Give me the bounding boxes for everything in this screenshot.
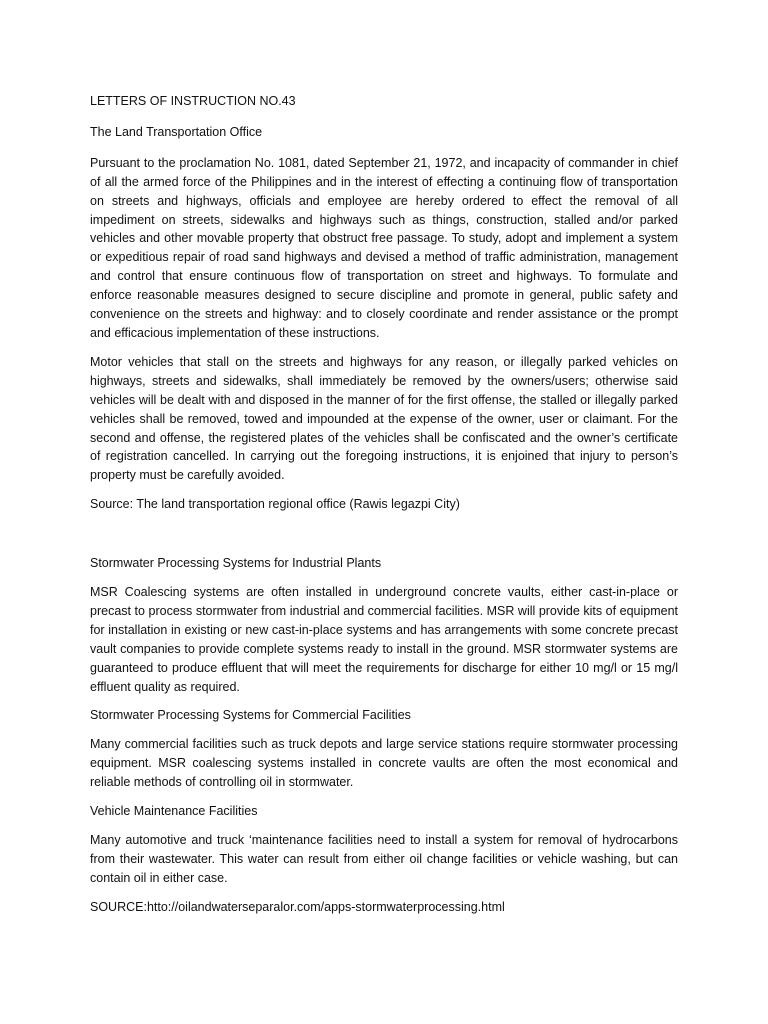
document-subtitle: The Land Transportation Office (90, 124, 263, 139)
paragraph-commercial: Many commercial facilities such as truck depots and large service stations require stormwater processing equipment. MSR coalescing systems installed in concrete vaults are often the most economical and reliable methods of controlling oil in stormwater. (90, 737, 678, 790)
source-line-lto: Source: The land transportation regional office (Rawis legazpi City) (90, 497, 460, 512)
section-gap (90, 524, 678, 554)
document-title: LETTERS OF INSTRUCTION NO.43 (90, 94, 296, 108)
paragraph-vehicle-maintenance: Many automotive and truck ‘maintenance facilities need to install a system for removal of hydrocarbons from their wastewater. This water can result from either oil change facilities or vehicle washing, but can contain oil in either case. (90, 833, 678, 885)
paragraph-motor-vehicles: Motor vehicles that stall on the streets and highways for any reason, or illegally parked vehicles on highways, streets and sidewalks, shall immediately be removed by the owners/users; otherwise said vehicles will be dealt with and disposed in the manner of for the first offense, the stalled or illegally parked vehicles shall be removed, towed and impounded at the expense of the owner, user or claimant. For the second and offense, the registered plates of the vehicles shall be confiscated and the owner’s certificate of registration cancelled. In carrying out the foregoing instructions, it is enjoined that injury to person’s property must be carefully avoided. (90, 354, 678, 483)
document-page (90, 92, 678, 927)
section-title-commercial: Stormwater Processing Systems for Commercial Facilities (90, 708, 411, 723)
source-line-url: SOURCE:htto://oilandwaterseparalor.com/apps-stormwaterprocessing.html (90, 899, 505, 914)
paragraph-proclamation: Pursuant to the proclamation No. 1081, dated September 21, 1972, and incapacity of commander in chief of all the armed force of the Philippines and in the interest of effecting a continuing flow of transportation on streets and highways, officials and employee are hereby ordered to effect the removal of all impediment on streets, sidewalks and highways such as things, construction, stalled and/or parked vehicles and other movable property that obstruct free passage. To study, adopt and implement a system or expeditious repair of road sand highways and devised a method of traffic administration, management and control that ensure continuous flow of transportation on street and highways. To formulate and enforce reasonable measures designed to secure discipline and promote in general, public safety and convenience on the streets and highway: and to closely coordinate and render assistance or the prompt and efficacious implementation of these instructions. (90, 155, 678, 340)
paragraph-industrial: MSR Coalescing systems are often installed in underground concrete vaults, either cast-in-place or precast to process stormwater from industrial and commercial facilities. MSR will provide kits of equipment for installation in existing or new cast-in-place systems and has arrangements with some concrete precast vault companies to provide complete systems ready to install in the ground. MSR stormwater systems are guaranteed to produce effluent that will meet the requirements for discharge for either 10 mg/l or 15 mg/l effluent quality as required. (90, 585, 678, 694)
section-title-industrial: Stormwater Processing Systems for Industrial Plants (90, 556, 382, 571)
section-title-vehicle-maintenance: Vehicle Maintenance Facilities (90, 804, 258, 819)
